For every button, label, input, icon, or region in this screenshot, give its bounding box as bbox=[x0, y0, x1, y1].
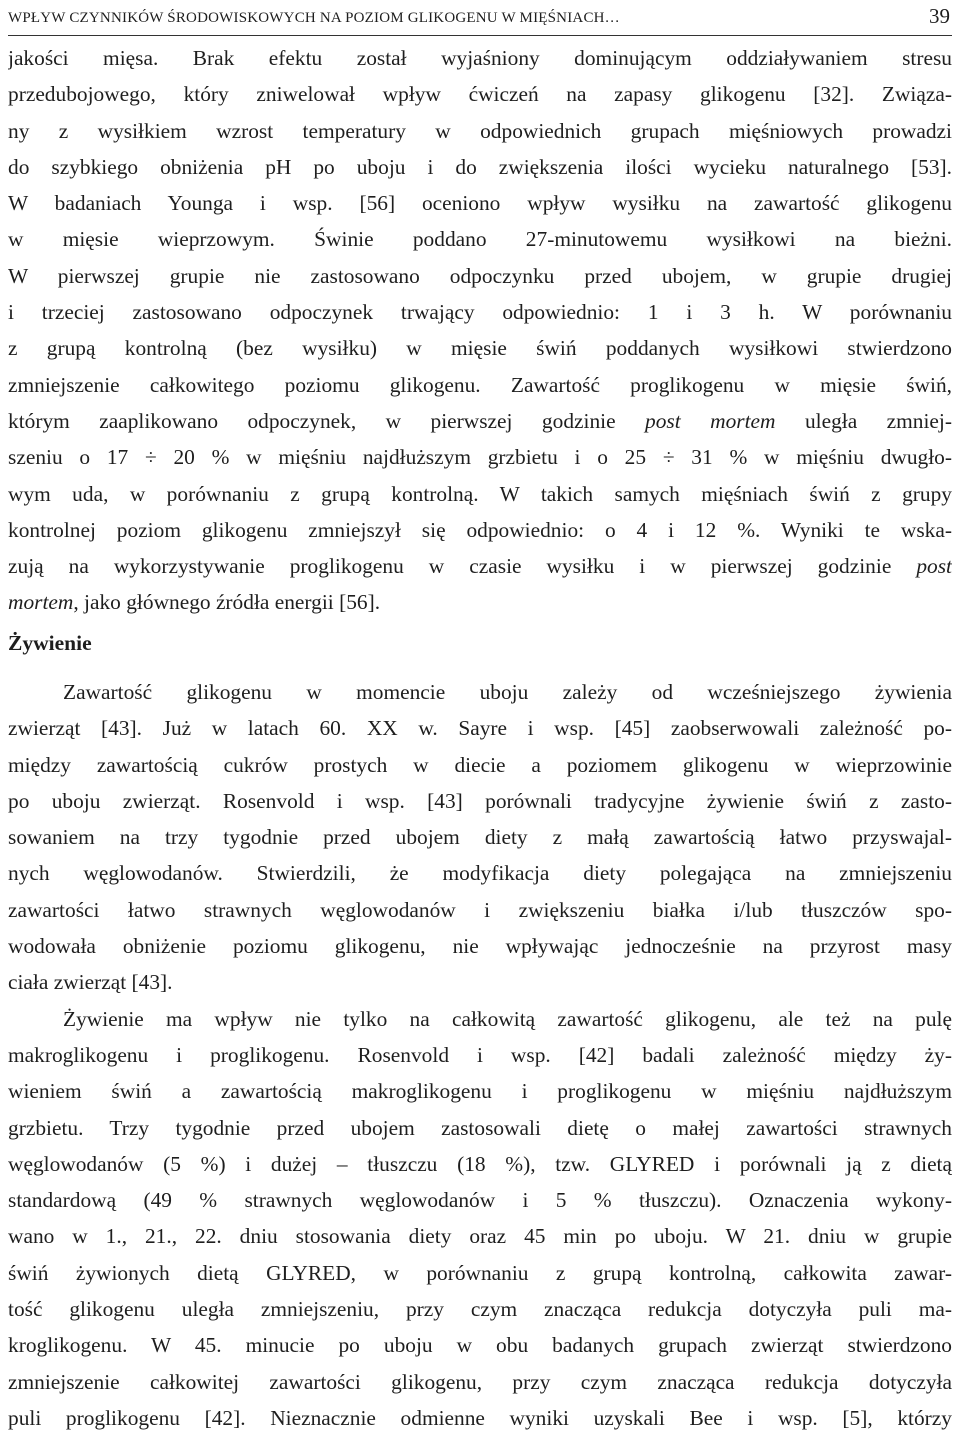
running-header bbox=[8, 4, 952, 32]
text-line: nych węglowodanów. Stwierdzili, że modyfikacja diety polegająca na zmniejszeniu bbox=[8, 861, 952, 886]
text-line: tość glikogenu uległa zmniejszeniu, przy czym znacząca redukcja dotyczyła puli ma- bbox=[8, 1297, 952, 1322]
text-line: ny z wysiłkiem wzrost temperatury w odpowiednich grupach mięśniowych prowadzi bbox=[8, 118, 952, 143]
italic-term: post bbox=[916, 554, 952, 579]
text-line: kontrolnej poziom glikogenu zmniejszył się odpowiednio: o 4 i 12 %. Wyniki te wska- bbox=[8, 517, 952, 542]
running-title: WPŁYW CZYNNIKÓW ŚRODOWISKOWYCH NA POZIOM GLIKOGENU W MIĘŚNIACH… bbox=[8, 10, 620, 26]
text-line: zmniejszenie całkowitego poziomu glikogenu. Zawartość proglikogenu w mięsie świń, bbox=[8, 372, 952, 397]
italic-term: mortem bbox=[8, 590, 74, 615]
text-line: węglowodanów (5 %) i dużej – tłuszczu (18 %), tzw. GLYRED i porównali ją z dietą bbox=[8, 1151, 952, 1176]
text-line bbox=[8, 584, 952, 620]
text-line: i trzeciej zastosowano odpoczynek trwający odpowiednio: 1 i 3 h. W porównaniu bbox=[8, 300, 952, 325]
text-line: wym uda, w porównaniu z grupą kontrolną. W takich samych mięśniach świń z grupy bbox=[8, 481, 952, 506]
text-line: ciała zwierząt [43]. bbox=[8, 970, 173, 995]
text-line: grzbietu. Trzy tygodnie przed ubojem zastosowali dietę o małej zawartości strawnych bbox=[8, 1115, 952, 1140]
text-line: świń żywionych dietą GLYRED, w porównaniu z grupą kontrolną, całkowita zawar- bbox=[8, 1260, 952, 1285]
text-line: z grupą kontrolną (bez wysiłku) w mięsie świń poddanych wysiłkowi stwierdzono bbox=[8, 336, 952, 361]
text-line: Zawartość glikogenu w momencie uboju zależy od wcześniejszego żywienia bbox=[63, 680, 952, 704]
text-line: w mięsie wieprzowym. Świnie poddano 27-minutowemu wysiłkowi na bieżni. bbox=[8, 227, 952, 252]
paragraph-block-2 bbox=[8, 674, 952, 1436]
section-heading: Żywienie bbox=[8, 631, 92, 655]
text-run: uległa zmniej- bbox=[775, 408, 952, 433]
text-line: wodowała obniżenie poziomu glikogenu, nie wpływając jednocześnie na przyrost masy bbox=[8, 934, 952, 959]
text-line: W badaniach Younga i wsp. [56] oceniono wpływ wysiłku na zawartość glikogenu bbox=[8, 191, 952, 216]
text-line: sowaniem na trzy tygodnie przed ubojem diety z małą zawartością łatwo przyswajal- bbox=[8, 825, 952, 850]
text-line: puli proglikogenu [42]. Nieznacznie odmienne wyniki uzyskali Bee i wsp. [5], którzy bbox=[8, 1405, 952, 1430]
document-page bbox=[8, 0, 952, 1430]
text-line: kroglikogenu. W 45. minucie po uboju w obu badanych grupach zwierząt stwierdzono bbox=[8, 1333, 952, 1358]
text-line: wano w 1., 21., 22. dniu stosowania diety oraz 45 min po uboju. W 21. dniu w grupie bbox=[8, 1224, 952, 1249]
header-rule bbox=[8, 35, 952, 36]
italic-term: post mortem bbox=[645, 408, 776, 433]
paragraph-block-1 bbox=[8, 40, 952, 621]
text-line: zwierząt [43]. Już w latach 60. XX w. Sayre i wsp. [45] zaobserwowali zależność po- bbox=[8, 716, 952, 741]
text-line bbox=[8, 548, 952, 584]
text-run: zują na wykorzystywanie proglikogenu w czasie wysiłku i w pierwszej godzinie bbox=[8, 554, 917, 579]
text-line: między zawartością cukrów prostych w diecie a poziomem glikogenu w wieprzowinie bbox=[8, 752, 952, 777]
text-line: przedubojowego, który zniwelował wpływ ćwiczeń na zapasy glikogenu [32]. Związa- bbox=[8, 82, 952, 107]
text-line: Żywienie ma wpływ nie tylko na całkowitą zawartość glikogenu, ale też na pulę bbox=[63, 1006, 952, 1031]
text-line: zawartości łatwo strawnych węglowodanów i zwiększeniu białka i/lub tłuszczów spo- bbox=[8, 897, 952, 922]
text-line: W pierwszej grupie nie zastosowano odpoczynku przed ubojem, w grupie drugiej bbox=[8, 263, 952, 288]
text-line bbox=[8, 403, 952, 439]
text-line: szeniu o 17 ÷ 20 % w mięśniu najdłuższym grzbietu i o 25 ÷ 31 % w mięśniu dwugło- bbox=[8, 445, 952, 470]
text-line: zmniejszenie całkowitej zawartości glikogenu, przy czym znacząca redukcja dotyczyła bbox=[8, 1369, 952, 1394]
page-number: 39 bbox=[929, 4, 950, 28]
text-line: jakości mięsa. Brak efektu został wyjaśniony dominującym oddziaływaniem stresu bbox=[8, 46, 952, 70]
text-line: makroglikogenu i proglikogenu. Rosenvold i wsp. [42] badali zależność między ży- bbox=[8, 1042, 952, 1067]
text-line: do szybkiego obniżenia pH po uboju i do zwiększenia ilości wycieku naturalnego [53]. bbox=[8, 154, 952, 179]
text-line: standardową (49 % strawnych węglowodanów i 5 % tłuszczu). Oznaczenia wykony- bbox=[8, 1188, 952, 1213]
text-line: wieniem świń a zawartością makroglikogenu i proglikogenu w mięśniu najdłuższym bbox=[8, 1079, 952, 1104]
text-run: , jako głównego źródła energii [56]. bbox=[73, 590, 381, 615]
text-line: po uboju zwierząt. Rosenvold i wsp. [43] porównali tradycyjne żywienie świń z zasto- bbox=[8, 788, 952, 813]
text-run: którym zaaplikowano odpoczynek, w pierwszej godzinie bbox=[8, 408, 646, 433]
